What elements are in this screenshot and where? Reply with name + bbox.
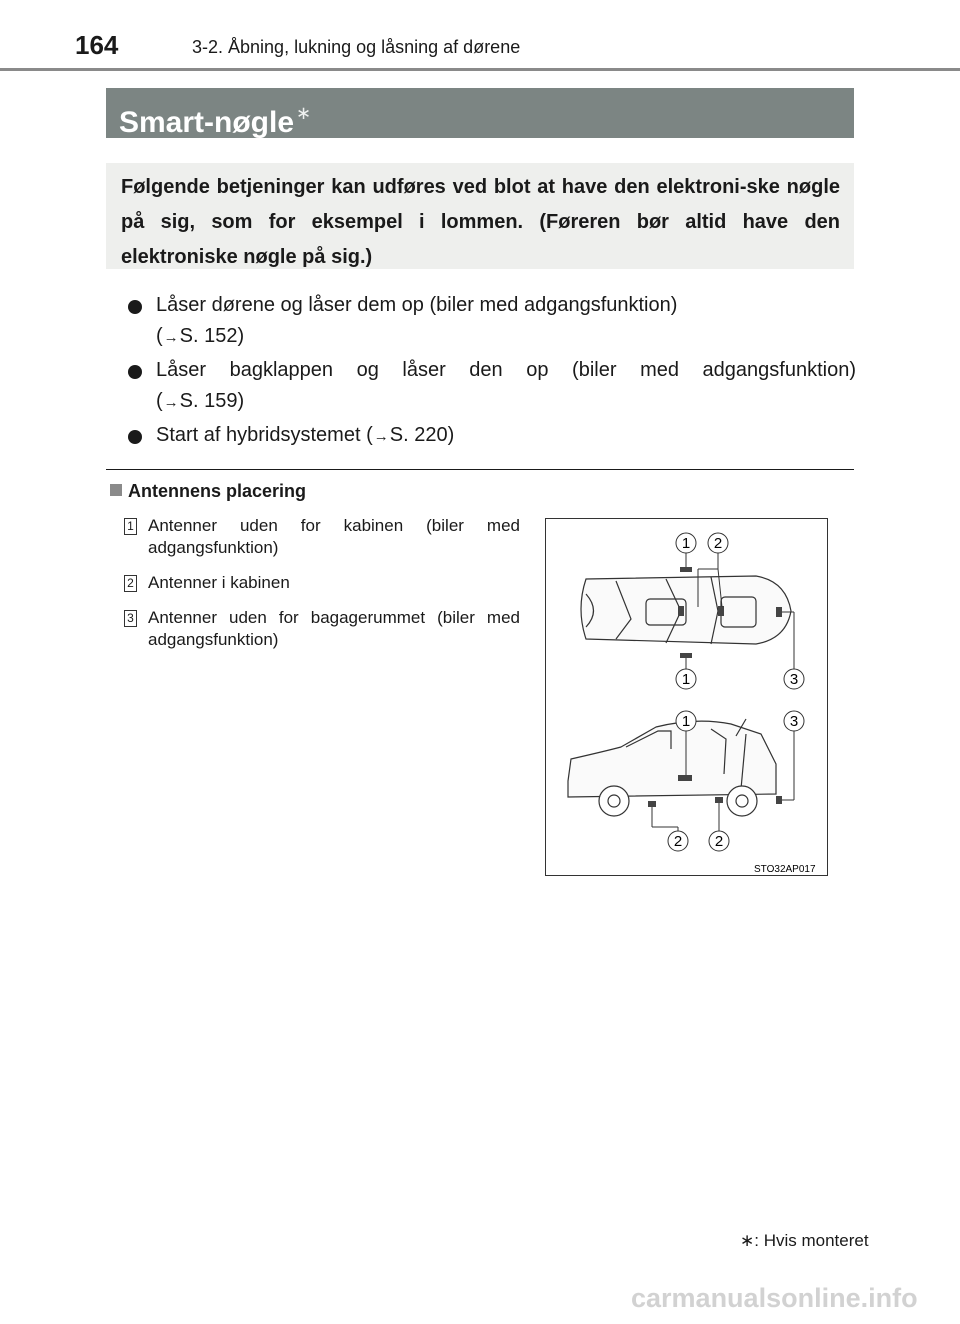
car-top-view: [581, 576, 791, 644]
callout-label: 2: [673, 833, 683, 850]
callout-label: 1: [681, 671, 691, 688]
square-bullet-icon: [110, 484, 122, 496]
antenna-marker: [678, 606, 684, 616]
reference-text: S. 152: [179, 325, 238, 347]
antenna-marker: [648, 801, 656, 807]
antenna-marker: [715, 797, 723, 803]
item-number: 2: [124, 575, 137, 592]
bullet-text: Låser dørene og låser dem op (biler med adgangsfunktion): [156, 294, 678, 316]
arrow-icon: →: [163, 394, 179, 411]
section-title: 3-2. Åbning, lukning og låsning af dørene: [192, 37, 521, 57]
bullet-dot-icon: [128, 300, 142, 314]
antenna-marker: [678, 775, 692, 781]
reference-text: S. 159: [179, 390, 238, 412]
bullet-dot-icon: [128, 365, 142, 379]
page-reference[interactable]: (→S. 152): [156, 321, 244, 353]
car-diagram: [546, 519, 829, 877]
page-number: 164: [75, 30, 119, 60]
antenna-marker: [680, 567, 692, 572]
item-text: Antenner uden for kabinen (biler med adgangsfunktion): [148, 516, 520, 557]
antenna-figure: [545, 518, 828, 876]
antenna-marker: [680, 653, 692, 658]
bullet-dot-icon: [128, 430, 142, 444]
intro-box: Følgende betjeninger kan udføres ved blot at have den elektroni-ske nøgle på sig, som for eksempel i lommen. (Føreren bør altid have den elektroniske nøgle på sig.): [106, 163, 854, 269]
title-asterisk: ∗: [296, 103, 312, 123]
callout-label: 3: [789, 713, 799, 730]
callout-label: 2: [714, 833, 724, 850]
callout-label: 3: [789, 671, 799, 688]
section-heading: [110, 481, 306, 502]
bullet-text: [156, 420, 454, 452]
bullet-text-main: Start af hybridsystemet (: [156, 424, 373, 446]
page-title-bar: [106, 88, 854, 138]
antenna-marker: [776, 796, 782, 804]
item-number: 1: [124, 518, 137, 535]
arrow-icon: →: [163, 329, 179, 346]
arrow-icon: →: [373, 428, 389, 445]
bullet-text: Låser bagklappen og låser den op (biler med adgangsfunktion): [156, 359, 856, 381]
item-number: 3: [124, 610, 137, 627]
item-text: Antenner uden for bagagerummet (biler med adgangsfunktion): [148, 608, 520, 649]
callout-label: 1: [681, 535, 691, 552]
page-title: Smart-nøgle: [119, 106, 295, 139]
antenna-marker: [718, 606, 724, 616]
figure-code: STO32AP017: [754, 864, 816, 875]
footnote: ∗: Hvis monteret: [740, 1231, 869, 1250]
watermark: carmanualsonline.info: [631, 1283, 918, 1313]
callout-label: 1: [681, 713, 691, 730]
section-heading-text: Antennens placering: [128, 481, 307, 501]
callout-label: 2: [713, 535, 723, 552]
reference-text[interactable]: S. 220): [389, 424, 455, 446]
page-reference[interactable]: (→S. 159): [156, 386, 244, 418]
section-rule: [106, 469, 854, 470]
item-text: Antenner i kabinen: [148, 573, 290, 592]
header-rule: [0, 68, 960, 71]
car-side-view: [568, 719, 776, 816]
antenna-marker: [776, 607, 782, 617]
